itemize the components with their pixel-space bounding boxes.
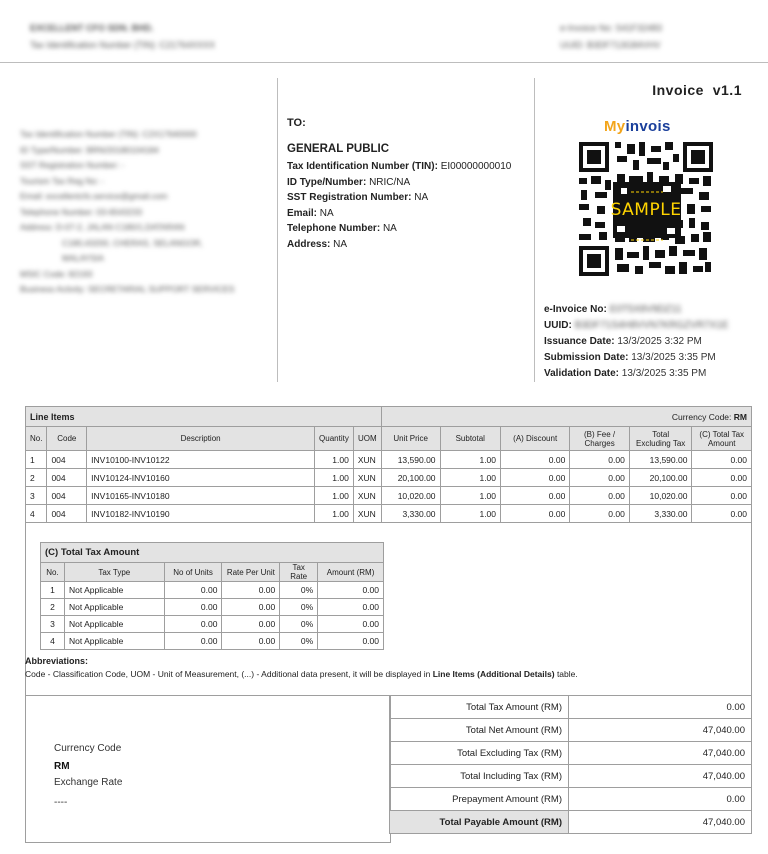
exchange-rate-label: Exchange Rate [54,777,123,788]
invoice-title: Invoice v1.1 [652,82,742,98]
seller-line: Business Activity: SECRETARIAL SUPPORT SERVICES [20,284,235,294]
myinvois-logo: Myinvois [604,118,671,135]
seller-details [20,127,234,298]
col-no: No. [26,427,47,451]
line-items-header-row [26,427,752,451]
seller-line: MSIC Code: 82193 [20,268,93,279]
currency-info [54,741,122,811]
buyer-email: Email: NA [287,207,334,219]
abbreviations [25,655,578,681]
header-divider [0,62,768,63]
abbreviations-text: Code - Classification Code, UOM - Unit of Measurement, (...) - Additional data present, it will be displayed in Line Items (Additional Details) table. [25,669,578,679]
tax-table [40,542,384,650]
buyer-id: ID Type/Number: NRIC/NA [287,176,411,188]
company-tin: Tax Identification Number (TIN): C21764XXXX [30,40,216,50]
tax-table-title: (C) Total Tax Amount [41,543,384,563]
divider-right [534,78,535,382]
col-total-tax: (C) Total Tax Amount [692,427,752,451]
seller-line: SST Registration Number: - [20,160,125,170]
table-row: 1 004 INV10100-INV10122 1.00 XUN 13,590.00 1.00 0.00 0.00 13,590.00 0.00 [26,451,752,469]
header-uuid: UUID: B3DF713G84VHV [560,40,661,50]
qr-code [577,140,715,278]
total-row: Prepayment Amount (RM) 0.00 [390,788,752,811]
einvoice-info [544,302,729,382]
seller-line: Address: D-07-2, JALAN C180/1,DATARAN [20,222,185,232]
table-row: 1 Not Applicable 0.00 0.00 0% 0.00 [41,582,384,599]
table-row: 4 004 INV10182-INV10190 1.00 XUN 3,330.00 1.00 0.00 0.00 3,330.00 0.00 [26,505,752,523]
line-items-title-row [26,407,752,427]
totals-table [389,695,752,834]
tax-table-header-row: No. Tax Type No of Units Rate Per Unit Tax Rate Amount (RM) [41,563,384,582]
col-fee: (B) Fee / Charges [570,427,630,451]
col-total-excl-tax: Total Excluding Tax [629,427,692,451]
seller-line: Tourism Tax Reg No: - [20,175,104,186]
table-row: 3 Not Applicable 0.00 0.00 0% 0.00 [41,616,384,633]
col-description: Description [87,427,315,451]
col-subtotal: Subtotal [440,427,500,451]
currency-code-label: Currency Code [54,743,122,754]
einvoice-no: e-Invoice No: E0T5X8V9DZ11 [544,304,682,315]
company-header [30,20,215,54]
total-row: Total Tax Amount (RM) 0.00 [390,696,752,719]
issuance-date: Issuance Date: 13/3/2025 3:32 PM [544,336,702,347]
seller-line: C180,43200, CHERAS, SELANGOR, [62,237,203,248]
buyer-name: GENERAL PUBLIC [287,142,390,155]
company-name: EXCELLENT CFO SDN. BHD. [30,23,154,33]
seller-line: Tax Identification Number (TIN): C2X17640000 [20,129,197,139]
to-label: TO: [287,117,306,129]
table-row: 2 Not Applicable 0.00 0.00 0% 0.00 [41,599,384,616]
table-row: 3 004 INV10165-INV10180 1.00 XUN 10,020.00 1.00 0.00 0.00 10,020.00 0.00 [26,487,752,505]
seller-line: ID Type/Number: BRN/20180104184 [20,144,159,155]
buyer-details [287,116,511,252]
currency-code-cell: Currency Code: RM [381,407,751,427]
header-right [560,20,662,54]
col-code: Code [47,427,87,451]
currency-code-value: RM [54,761,70,772]
qr-sample-overlay: SAMPLE [610,200,682,220]
validation-date: Validation Date: 13/3/2025 3:35 PM [544,368,707,379]
seller-line: Telephone Number: 03-6543233 [20,206,142,217]
col-discount: (A) Discount [501,427,570,451]
total-row: Total Excluding Tax (RM) 47,040.00 [390,742,752,765]
total-row: Total Net Amount (RM) 47,040.00 [390,719,752,742]
exchange-rate-value: ---- [54,797,68,808]
abbreviations-title: Abbreviations: [25,656,89,666]
line-items-table [25,406,752,523]
uuid: UUID: B3DF71S4H8VVN7KRGZVR7X1E [544,320,729,331]
divider-left [277,78,278,382]
col-uom: UOM [353,427,381,451]
total-payable-row: Total Payable Amount (RM) 47,040.00 [390,811,752,834]
header-einvoice-no: e-Invoice No: S41F32483 [560,23,663,33]
buyer-sst: SST Registration Number: NA [287,192,429,203]
seller-line: Email: excellentcfo.service@gmail.com [20,191,168,201]
table-row: 2 004 INV10124-INV10160 1.00 XUN 20,100.00 1.00 0.00 0.00 20,100.00 0.00 [26,469,752,487]
buyer-telephone: Telephone Number: NA [287,223,397,234]
line-items-title: Line Items [26,407,382,427]
total-row: Total Including Tax (RM) 47,040.00 [390,765,752,788]
buyer-tin: Tax Identification Number (TIN): EI00000000010 [287,161,512,172]
seller-line: MALAYSIA [62,253,104,263]
col-quantity: Quantity [315,427,354,451]
buyer-address: Address: NA [287,238,348,250]
submission-date: Submission Date: 13/3/2025 3:35 PM [544,352,716,363]
table-row: 4 Not Applicable 0.00 0.00 0% 0.00 [41,633,384,650]
col-unit-price: Unit Price [381,427,440,451]
